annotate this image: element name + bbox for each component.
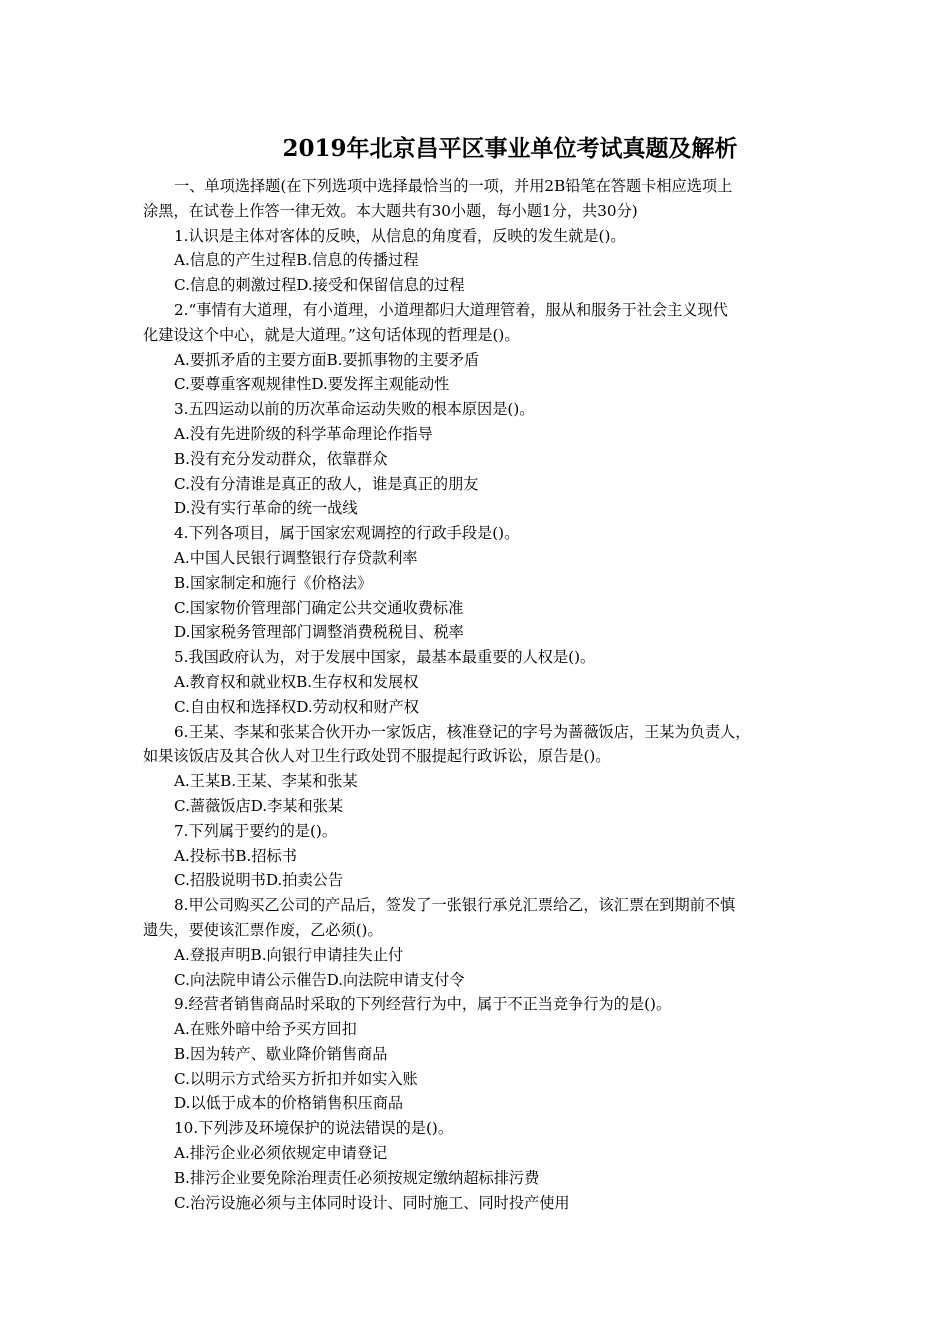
text-line (143, 298, 813, 348)
line-text: 4.下列各项目，属于国家宏观调控的行政手段是()。 (174, 524, 520, 543)
text-line (143, 992, 813, 1017)
line-text: 10.下列涉及环境保护的说法错误的是()。 (174, 1119, 454, 1138)
text-line (143, 844, 813, 869)
line-text: A.排污企业必须依规定申请登记 (174, 1144, 388, 1163)
line-text: B.没有充分发动群众，依靠群众 (174, 449, 388, 468)
text-line (143, 571, 813, 596)
line-text: C.信息的刺激过程D.接受和保留信息的过程 (174, 276, 465, 295)
document-body (143, 174, 813, 1215)
line-text: A.在账外暗中给予买方回扣 (174, 1020, 357, 1039)
text-line (143, 645, 813, 670)
text-line (143, 1116, 813, 1141)
line-text: B.因为转产、歇业降价销售商品 (174, 1044, 388, 1063)
text-line (143, 769, 813, 794)
line-text: A.中国人民银行调整银行存贷款利率 (174, 548, 418, 567)
text-line (143, 943, 813, 968)
line-text: C.自由权和选择权D.劳动权和财产权 (174, 697, 419, 716)
line-continuation: 如果该饭店及其合伙人对卫生行政处罚不服提起行政诉讼，原告是()。 (143, 747, 611, 766)
text-line (143, 348, 813, 373)
line-text: D.没有实行革命的统一战线 (174, 499, 358, 518)
line-text: C.没有分清谁是真正的敌人，谁是真正的朋友 (174, 474, 479, 493)
text-line (143, 273, 813, 298)
text-line (143, 620, 813, 645)
line-text: A.王某B.王某、李某和张某 (174, 772, 358, 791)
text-line (143, 248, 813, 273)
text-line (143, 868, 813, 893)
text-line (143, 1166, 813, 1191)
text-line (143, 397, 813, 422)
text-line (143, 1042, 813, 1067)
line-text: C.蔷薇饭店D.李某和张某 (174, 796, 344, 815)
text-line (143, 447, 813, 472)
line-text: 3.五四运动以前的历次革命运动失败的根本原因是()。 (174, 400, 535, 419)
line-text: C.向法院申请公示催告D.向法院申请支付令 (174, 970, 465, 989)
line-text: 2.“事情有大道理，有小道理，小道理都归大道理管着，服从和服务于社会主义现代 (174, 300, 728, 319)
text-line (143, 1191, 813, 1216)
line-text: 5.我国政府认为，对于发展中国家，最基本最重要的人权是()。 (174, 648, 596, 667)
line-text: C.国家物价管理部门确定公共交通收费标准 (174, 598, 464, 617)
line-text: C.以明示方式给买方折扣并如实入账 (174, 1069, 418, 1088)
text-line (143, 1017, 813, 1042)
line-continuation: 遗失，要使该汇票作废，乙必须()。 (143, 920, 383, 939)
text-line (143, 521, 813, 546)
text-line (143, 596, 813, 621)
text-line (143, 1067, 813, 1092)
line-text: 7.下列属于要约的是()。 (174, 821, 338, 840)
line-text: 1.认识是主体对客体的反映，从信息的角度看，反映的发生就是()。 (174, 226, 626, 245)
text-line (143, 422, 813, 447)
line-text: C.治污设施必须与主体同时设计、同时施工、同时投产使用 (174, 1193, 570, 1212)
line-continuation: 化建设这个中心，就是大道理。”这句话体现的哲理是()。 (143, 325, 520, 344)
text-line (143, 968, 813, 993)
line-text: A.没有先进阶级的科学革命理论作指导 (174, 424, 433, 443)
line-text: D.国家税务管理部门调整消费税税目、税率 (174, 623, 464, 642)
line-text: B.排污企业要免除治理责任必须按规定缴纳超标排污费 (174, 1168, 540, 1187)
line-text: A.投标书B.招标书 (174, 846, 297, 865)
line-text: A.登报声明B.向银行申请挂失止付 (174, 945, 404, 964)
line-text: C.招股说明书D.拍卖公告 (174, 871, 344, 890)
text-line (143, 893, 813, 943)
text-line (143, 670, 813, 695)
text-line (143, 1141, 813, 1166)
line-text: C.要尊重客观规律性D.要发挥主观能动性 (174, 375, 450, 394)
text-line (143, 372, 813, 397)
text-line (143, 224, 813, 249)
intro-paragraph (143, 174, 813, 224)
line-text: 9.经营者销售商品时采取的下列经营行为中，属于不正当竞争行为的是()。 (174, 995, 672, 1014)
line-text: B.国家制定和施行《价格法》 (174, 573, 373, 592)
page-title: 2019年北京昌平区事业单位考试真题及解析 (282, 135, 738, 162)
line-text: 8.甲公司购买乙公司的产品后，签发了一张银行承兑汇票给乙，该汇票在到期前不慎 (174, 896, 736, 915)
line-text: A.信息的产生过程B.信息的传播过程 (174, 251, 419, 270)
line-text: D.以低于成本的价格销售积压商品 (174, 1094, 404, 1113)
line-text: A.要抓矛盾的主要方面B.要抓事物的主要矛盾 (174, 350, 480, 369)
intro-line-2: 涂黑，在试卷上作答一律无效。本大题共有30小题，每小题1分，共30分) (143, 201, 638, 220)
intro-line-1: 一、单项选择题(在下列选项中选择最恰当的一项，并用2B铅笔在答题卡相应选项上 (174, 177, 733, 195)
text-line (143, 720, 813, 770)
text-line (143, 819, 813, 844)
text-line (143, 496, 813, 521)
line-text: A.教育权和就业权B.生存权和发展权 (174, 672, 419, 691)
text-line (143, 1091, 813, 1116)
text-line (143, 794, 813, 819)
line-text: 6.王某、李某和张某合伙开办一家饭店，核准登记的字号为蔷薇饭店，王某为负责人， (174, 722, 751, 741)
text-line (143, 695, 813, 720)
text-line (143, 472, 813, 497)
text-line (143, 546, 813, 571)
